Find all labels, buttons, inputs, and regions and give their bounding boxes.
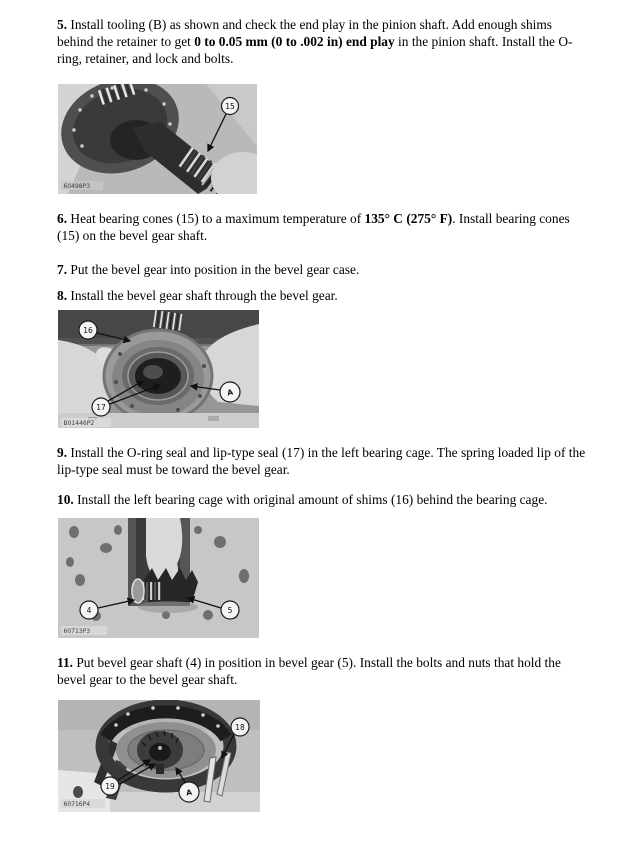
svg-text:5: 5: [227, 605, 233, 615]
figure-bevel-gear-shaft: [58, 518, 259, 638]
photo-id-label: 60716P4: [63, 801, 91, 808]
figure-bearing-cage: [58, 310, 259, 428]
callout-16: [79, 321, 97, 339]
svg-text:15: 15: [225, 101, 235, 111]
photo-B01446P2: [58, 310, 259, 428]
step-11-paragraph: 11. Put bevel gear shaft (4) in position in bevel gear (5). Install the bolts and nuts that hold the bevel gear to the bevel gear shaft.: [57, 655, 561, 687]
photo-id-label: 60498P3: [63, 183, 91, 190]
bore-highlight: [143, 365, 163, 379]
svg-text:16: 16: [83, 325, 93, 335]
shadow: [138, 601, 198, 613]
step-8-paragraph: 8. Install the bevel gear shaft through the bevel gear.: [57, 288, 338, 303]
figure-bevel-gear-assembly: [58, 700, 260, 812]
step-9-paragraph: 9. Install the O-ring seal and lip-type seal (17) in the left bearing cage. The spring loaded lip of the lip-type seal must be toward the bevel gear.: [57, 445, 586, 477]
figure-pinion-shaft: [58, 84, 257, 194]
step-10-paragraph: 10. Install the left bearing cage with original amount of shims (16) behind the bearing cage.: [57, 492, 548, 507]
photo-60716P4: [58, 700, 260, 812]
svg-text:A: A: [226, 387, 234, 398]
callout-17: [92, 398, 110, 416]
photo-id-label: 60713P3: [63, 628, 91, 635]
callout-4: [80, 601, 98, 619]
svg-text:A: A: [185, 787, 193, 798]
svg-text:19: 19: [105, 781, 115, 791]
photo-60498P3: [58, 84, 257, 194]
step-7-paragraph: 7. Put the bevel gear into position in the bevel gear case.: [57, 262, 360, 277]
photo-id-label: B01446P2: [63, 420, 95, 427]
callout-18: [231, 718, 249, 736]
block-hole: [73, 786, 83, 798]
callout-15: [222, 98, 239, 115]
step-6-paragraph: 6. Heat bearing cones (15) to a maximum temperature of 135° C (275° F). Install bearing cones (15) on the bevel gear shaft.: [57, 211, 570, 243]
bench-mark: [208, 416, 219, 421]
svg-text:17: 17: [96, 402, 106, 412]
callout-19: [101, 777, 119, 795]
photo-60713P3: [58, 518, 259, 638]
svg-text:4: 4: [86, 605, 92, 615]
svg-text:18: 18: [235, 722, 245, 732]
step-5-paragraph: 5. Install tooling (B) as shown and check the end play in the pinion shaft. Add enough shims behind the retainer to get 0 to 0.05 mm (0 to .002 in) end play in the pinion shaft. Install the O-ring, retainer, and lock and bolts.: [57, 17, 573, 66]
callout-5: [221, 601, 239, 619]
